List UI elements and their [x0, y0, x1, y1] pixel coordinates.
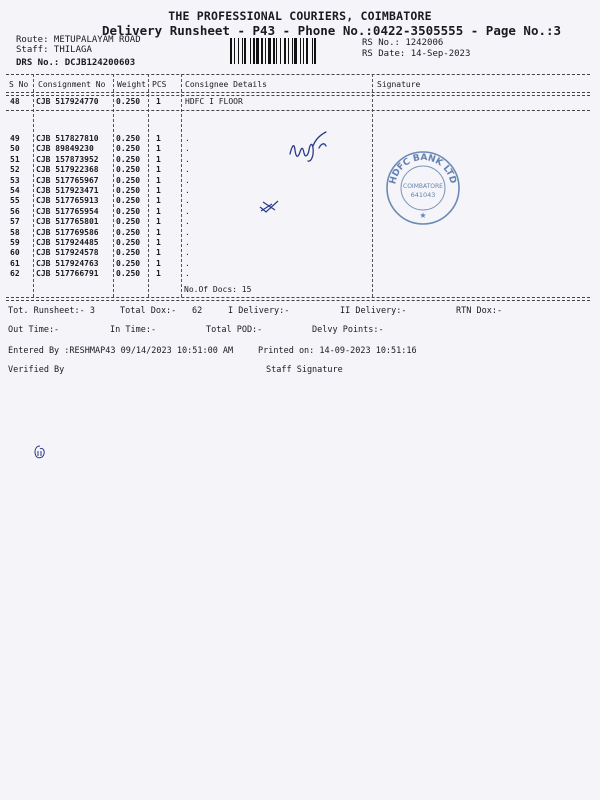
row-details: . [185, 217, 190, 227]
col-header-sno: S No [9, 80, 29, 89]
runsheet-title: Delivery Runsheet - P43 - Phone No.:0422-3505555 - Page No.:3 [102, 23, 562, 38]
row-pcs: 1 [156, 175, 161, 185]
row-sno: 49 [10, 134, 20, 143]
rtn-dox: RTN Dox:- [456, 306, 503, 316]
row-sno: 51 [10, 154, 20, 164]
row-weight: 0.250 [116, 269, 141, 279]
row-rule [6, 110, 590, 111]
in-time: In Time:- [110, 325, 157, 335]
row-pcs: 1 [156, 144, 161, 154]
staff-label: Staff: THILAGA [16, 45, 92, 55]
table-row [0, 248, 380, 258]
row-consignment: CJB 517922368 [36, 165, 99, 175]
row-details: . [185, 269, 190, 279]
row-consignment: CJB 517924763 [36, 258, 99, 268]
row-pcs: 1 [156, 206, 161, 216]
row-details: . [185, 165, 190, 175]
table-header-rule [6, 92, 590, 93]
delvy-points: Delvy Points:- [312, 325, 384, 335]
row-sno: 56 [10, 206, 20, 216]
route-label: Route: METUPALAYAM ROAD [16, 35, 141, 45]
row-pcs: 1 [156, 269, 161, 279]
row-weight: 0.250 [116, 144, 141, 154]
row-details: . [185, 196, 190, 206]
row-weight: 0.250 [116, 227, 141, 237]
row-pcs: 1 [156, 154, 161, 164]
printed-on: Printed on: 14-09-2023 10:51:16 [258, 346, 417, 356]
row-consignment: CJB 517923471 [36, 186, 99, 195]
row-consignment: CJB 517924485 [36, 238, 99, 247]
row-sno: 59 [10, 238, 20, 247]
row-consignment: CJB 517765967 [36, 175, 99, 185]
total-dox-value: 62 [192, 306, 203, 316]
barcode-image [230, 38, 354, 64]
row-sno: 60 [10, 248, 20, 258]
table-row [0, 228, 380, 238]
row-weight: 0.250 [116, 134, 141, 143]
row-weight: 0.250 [116, 97, 141, 106]
row-details: . [185, 154, 190, 164]
row-weight: 0.250 [116, 175, 141, 185]
table-row [0, 186, 380, 196]
col-header-consignment: Consignment No [38, 80, 106, 89]
row-consignment: CJB 517924770 [36, 97, 99, 106]
row-details: . [185, 186, 190, 195]
row-consignment: CJB 157873952 [36, 154, 99, 164]
row-details: . [185, 258, 190, 268]
entered-by: Entered By :RESHMAP43 09/14/2023 10:51:00 AM [8, 346, 234, 356]
row-sno: 57 [10, 217, 20, 227]
row-consignment: CJB 517765913 [36, 196, 99, 206]
row-details: . [185, 248, 190, 258]
verified-by: Verified By [8, 365, 65, 375]
table-row [0, 196, 380, 206]
ii-delivery: II Delivery:- [340, 306, 407, 316]
row-weight: 0.250 [116, 196, 141, 206]
table-top-rule [6, 74, 590, 75]
bank-stamp-seal [383, 148, 463, 228]
svg-text:COIMBATORE: COIMBATORE [403, 183, 443, 190]
row-weight: 0.250 [116, 248, 141, 258]
table-bottom-rule [6, 297, 590, 298]
row-details: . [185, 227, 190, 237]
row-pcs: 1 [156, 248, 161, 258]
row-weight: 0.250 [116, 258, 141, 268]
row-pcs: 1 [156, 165, 161, 175]
row-sno: 52 [10, 165, 20, 175]
no-of-docs: No.Of Docs: 15 [184, 285, 252, 294]
tot-runsheet: Tot. Runsheet:- 3 [8, 306, 95, 316]
checkmark-scribble [258, 198, 280, 216]
row-pcs: 1 [156, 227, 161, 237]
row-pcs: 1 [156, 238, 161, 247]
row-consignment: CJB 89849230 [36, 144, 94, 154]
drs-number: DRS No.: DCJB124200603 [16, 58, 136, 68]
row-sno: 53 [10, 175, 20, 185]
row-sno: 54 [10, 186, 20, 195]
svg-text:★: ★ [419, 211, 427, 220]
row-sno: 50 [10, 144, 20, 154]
row-sno: 58 [10, 227, 20, 237]
row-weight: 0.250 [116, 206, 141, 216]
svg-text:641043: 641043 [410, 191, 436, 199]
table-header-rule-2 [6, 95, 590, 96]
table-row [0, 217, 380, 227]
row-pcs: 1 [156, 258, 161, 268]
row-consignment: CJB 517766791 [36, 269, 99, 279]
svg-text:HDFC BANK LTD: HDFC BANK LTD [388, 152, 458, 186]
row-sno: 48 [10, 97, 20, 106]
row-details: HDFC I FLOOR [185, 97, 243, 106]
row-sno: 62 [10, 269, 20, 279]
col-header-weight: Weight [117, 80, 146, 89]
row-consignment: CJB 517765954 [36, 206, 99, 216]
row-pcs: 1 [156, 186, 161, 195]
row-weight: 0.250 [116, 217, 141, 227]
row-consignment: CJB 517769586 [36, 227, 99, 237]
rs-date: RS Date: 14-Sep-2023 [362, 49, 471, 59]
table-row [0, 176, 380, 186]
table-row [0, 259, 380, 269]
table-row [0, 165, 380, 175]
row-pcs: 1 [156, 196, 161, 206]
out-time: Out Time:- [8, 325, 60, 335]
table-bottom-rule-2 [6, 300, 590, 301]
row-weight: 0.250 [116, 186, 141, 195]
handwritten-signature [286, 128, 332, 166]
table-row [0, 97, 380, 107]
row-weight: 0.250 [116, 165, 141, 175]
rs-number: RS No.: 1242006 [362, 38, 444, 48]
row-weight: 0.250 [116, 154, 141, 164]
pen-mark-scribble [32, 443, 48, 461]
row-details: . [185, 238, 190, 247]
row-details: . [185, 134, 190, 143]
col-header-details: Consignee Details [185, 80, 267, 89]
total-dox: Total Dox:- [120, 306, 177, 316]
row-consignment: CJB 517924578 [36, 248, 99, 258]
table-row [0, 238, 380, 248]
row-pcs: 1 [156, 97, 161, 106]
row-consignment: CJB 517827810 [36, 134, 99, 143]
col-header-pcs: PCS [152, 80, 167, 89]
row-pcs: 1 [156, 134, 161, 143]
row-details: . [185, 175, 190, 185]
company-title: THE PROFESSIONAL COURIERS, COIMBATORE [168, 9, 432, 23]
row-details: . [185, 144, 190, 154]
table-row [0, 207, 380, 217]
row-consignment: CJB 517765801 [36, 217, 99, 227]
row-sno: 61 [10, 258, 20, 268]
total-pod: Total POD:- [206, 325, 263, 335]
row-sno: 55 [10, 196, 20, 206]
row-details: . [185, 206, 190, 216]
table-row [0, 269, 380, 279]
row-pcs: 1 [156, 217, 161, 227]
staff-signature: Staff Signature [266, 365, 343, 375]
col-header-signature: Signature [377, 80, 421, 89]
row-weight: 0.250 [116, 238, 141, 247]
i-delivery: I Delivery:- [228, 306, 290, 316]
